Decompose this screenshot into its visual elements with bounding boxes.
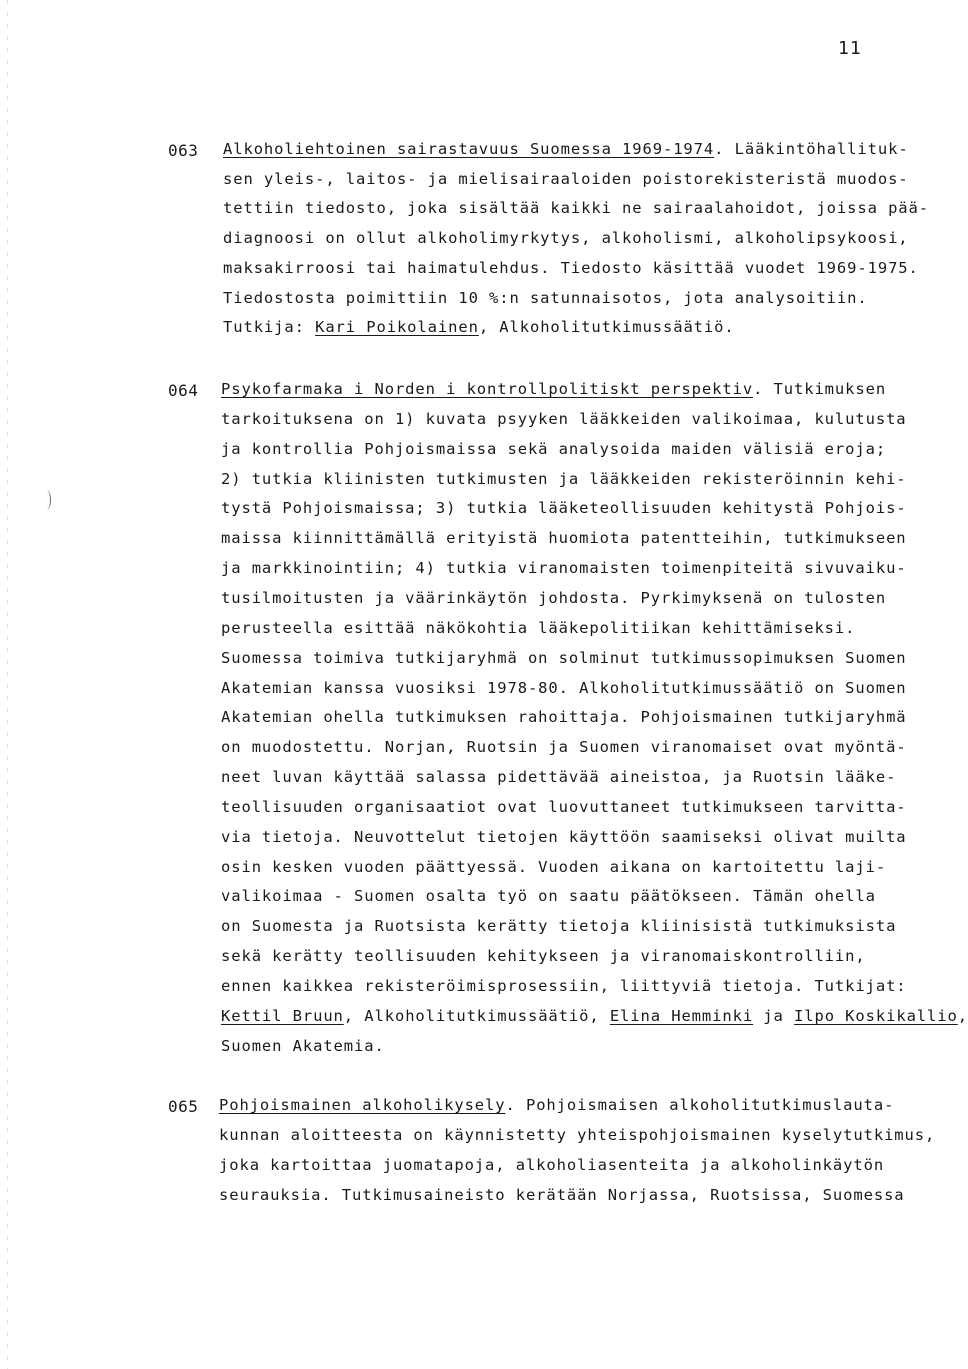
underlined-heading-text: Kari Poikolainen <box>315 318 479 337</box>
text-line <box>223 140 909 158</box>
line-text: ja <box>753 1006 795 1025</box>
text-line <box>221 1037 385 1055</box>
text-line <box>221 559 907 577</box>
line-text: joka kartoittaa juomatapoja, alkoholiasenteita ja alkoholinkäytön <box>219 1155 885 1174</box>
text-line <box>223 170 909 188</box>
line-text: on Suomesta ja Ruotsista kerätty tietoja kliinisistä tutkimuksista <box>221 917 897 936</box>
text-line <box>219 1186 905 1204</box>
line-text: valikoimaa - Suomen osalta työ on saatu päätökseen. Tämän ohella <box>221 887 876 906</box>
underlined-heading-text: Alkoholiehtoinen sairastavuus Suomessa 1969-1974 <box>223 140 715 158</box>
line-text: sekä kerätty teollisuuden kehitykseen ja viranomaiskontrolliin, <box>221 947 866 966</box>
text-line <box>223 289 868 307</box>
text-line <box>219 1096 894 1114</box>
line-text: . Tutkimuksen <box>753 380 887 398</box>
line-text: seurauksia. Tutkimusaineisto kerätään Norjassa, Ruotsissa, Suomessa <box>219 1185 905 1204</box>
text-line <box>221 470 907 488</box>
line-text: . Lääkintöhallituk- <box>714 140 909 158</box>
underlined-heading-text: Pohjoismainen alkoholikysely <box>219 1096 506 1114</box>
text-line <box>221 858 886 876</box>
line-text: ja kontrollia Pohjoismaissa sekä analysoida maiden välisiä eroja; <box>221 439 887 458</box>
text-line <box>221 947 866 965</box>
text-line <box>223 259 919 277</box>
line-text: tarkoituksena on 1) kuvata psyyken lääkkeiden valikoimaa, kulutusta <box>221 409 907 428</box>
line-text: maksakirroosi tai haimatulehdus. Tiedosto käsittää vuodet 1969-1975. <box>223 258 919 277</box>
line-text: 2) tutkia kliinisten tutkimusten ja lääkkeiden rekisteröinnin kehi- <box>221 469 907 488</box>
text-line <box>219 1156 884 1174</box>
text-line <box>223 199 929 217</box>
line-text: Tiedostosta poimittiin 10 %:n satunnaisotos, jota analysoitiin. <box>223 288 868 307</box>
text-line <box>219 1126 935 1144</box>
text-line <box>221 798 907 816</box>
line-text: Akatemian kanssa vuosiksi 1978-80. Alkoholitutkimussäätiö on Suomen <box>221 678 907 697</box>
entry-number: 064 <box>168 381 199 400</box>
text-line <box>221 589 886 607</box>
text-line <box>221 1007 968 1025</box>
line-text: tettiin tiedosto, joka sisältää kaikki ne sairaalahoidot, joissa pää- <box>223 199 929 218</box>
margin-bracket-mark <box>42 490 51 510</box>
text-line <box>223 318 735 336</box>
text-line <box>221 649 907 667</box>
line-text: Suomessa toimiva tutkijaryhmä on solminut tutkimussopimuksen Suomen <box>221 648 907 667</box>
line-text: neet luvan käyttää salassa pidettävää aineistoa, ja Ruotsin lääke- <box>221 768 897 787</box>
line-text: Tutkija: <box>223 318 316 337</box>
line-text: . Pohjoismaisen alkoholitutkimuslauta- <box>505 1096 895 1114</box>
text-line <box>221 499 907 517</box>
line-text: on muodostettu. Norjan, Ruotsin ja Suomen viranomaiset ovat myöntä- <box>221 738 907 757</box>
entry-number: 065 <box>168 1097 199 1116</box>
entry-number: 063 <box>168 141 199 160</box>
text-line <box>221 828 907 846</box>
text-line <box>221 529 907 547</box>
text-line <box>223 229 909 247</box>
text-line <box>221 410 907 428</box>
line-text: , <box>957 1006 968 1025</box>
line-text: maissa kiinnittämällä erityistä huomiota patentteihin, tutkimukseen <box>221 529 907 548</box>
text-line <box>221 708 907 726</box>
text-line <box>221 619 855 637</box>
line-text: osin kesken vuoden päättyessä. Vuoden aikana on kartoitettu laji- <box>221 857 887 876</box>
text-line <box>221 380 886 398</box>
scan-edge-line <box>7 0 8 1369</box>
underlined-heading-text: Kettil Bruun <box>221 1006 344 1025</box>
page-number: 11 <box>838 38 862 59</box>
text-line <box>221 768 896 786</box>
line-text: ja markkinointiin; 4) tutkia viranomaisten toimenpiteitä sivuvaiku- <box>221 559 907 578</box>
line-text: diagnoosi on ollut alkoholimyrkytys, alkoholismi, alkoholipsykoosi, <box>223 229 909 248</box>
line-text: , Alkoholitutkimussäätiö. <box>478 318 735 337</box>
line-text: ennen kaikkea rekisteröimisprosessiin, liittyviä tietoja. Tutkijat: <box>221 977 907 995</box>
underlined-heading-text: Psykofarmaka i Norden i kontrollpolitiskt perspektiv <box>221 380 754 398</box>
line-text: sen yleis-, laitos- ja mielisairaaloiden poistorekisteristä muodos- <box>223 169 909 188</box>
underlined-heading-text: Elina Hemminki <box>609 1006 754 1025</box>
text-line <box>221 977 907 995</box>
line-text: perusteella esittää näkökohtia lääkepolitiikan kehittämiseksi. <box>221 618 856 637</box>
underlined-heading-text: Ilpo Koskikallio <box>794 1006 958 1025</box>
text-line <box>221 440 886 458</box>
line-text: Suomen Akatemia. <box>221 1036 385 1055</box>
line-text: tusilmoitusten ja väärinkäytön johdosta. Pyrkimyksenä on tulosten <box>221 588 887 607</box>
line-text: via tietoja. Neuvottelut tietojen käyttöön saamiseksi olivat muilta <box>221 827 907 846</box>
text-line <box>221 887 876 905</box>
line-text: teollisuuden organisaatiot ovat luovuttaneet tutkimukseen tarvitta- <box>221 797 907 816</box>
line-text: , Alkoholitutkimussäätiö, <box>343 1006 610 1025</box>
text-line <box>221 679 907 697</box>
text-line <box>221 917 896 935</box>
line-text: tystä Pohjoismaissa; 3) tutkia lääketeollisuuden kehitystä Pohjois- <box>221 499 907 518</box>
line-text: Akatemian ohella tutkimuksen rahoittaja. Pohjoismainen tutkijaryhmä <box>221 708 907 727</box>
text-line <box>221 738 907 756</box>
line-text: kunnan aloitteesta on käynnistetty yhteispohjoismainen kyselytutkimus, <box>219 1125 936 1144</box>
